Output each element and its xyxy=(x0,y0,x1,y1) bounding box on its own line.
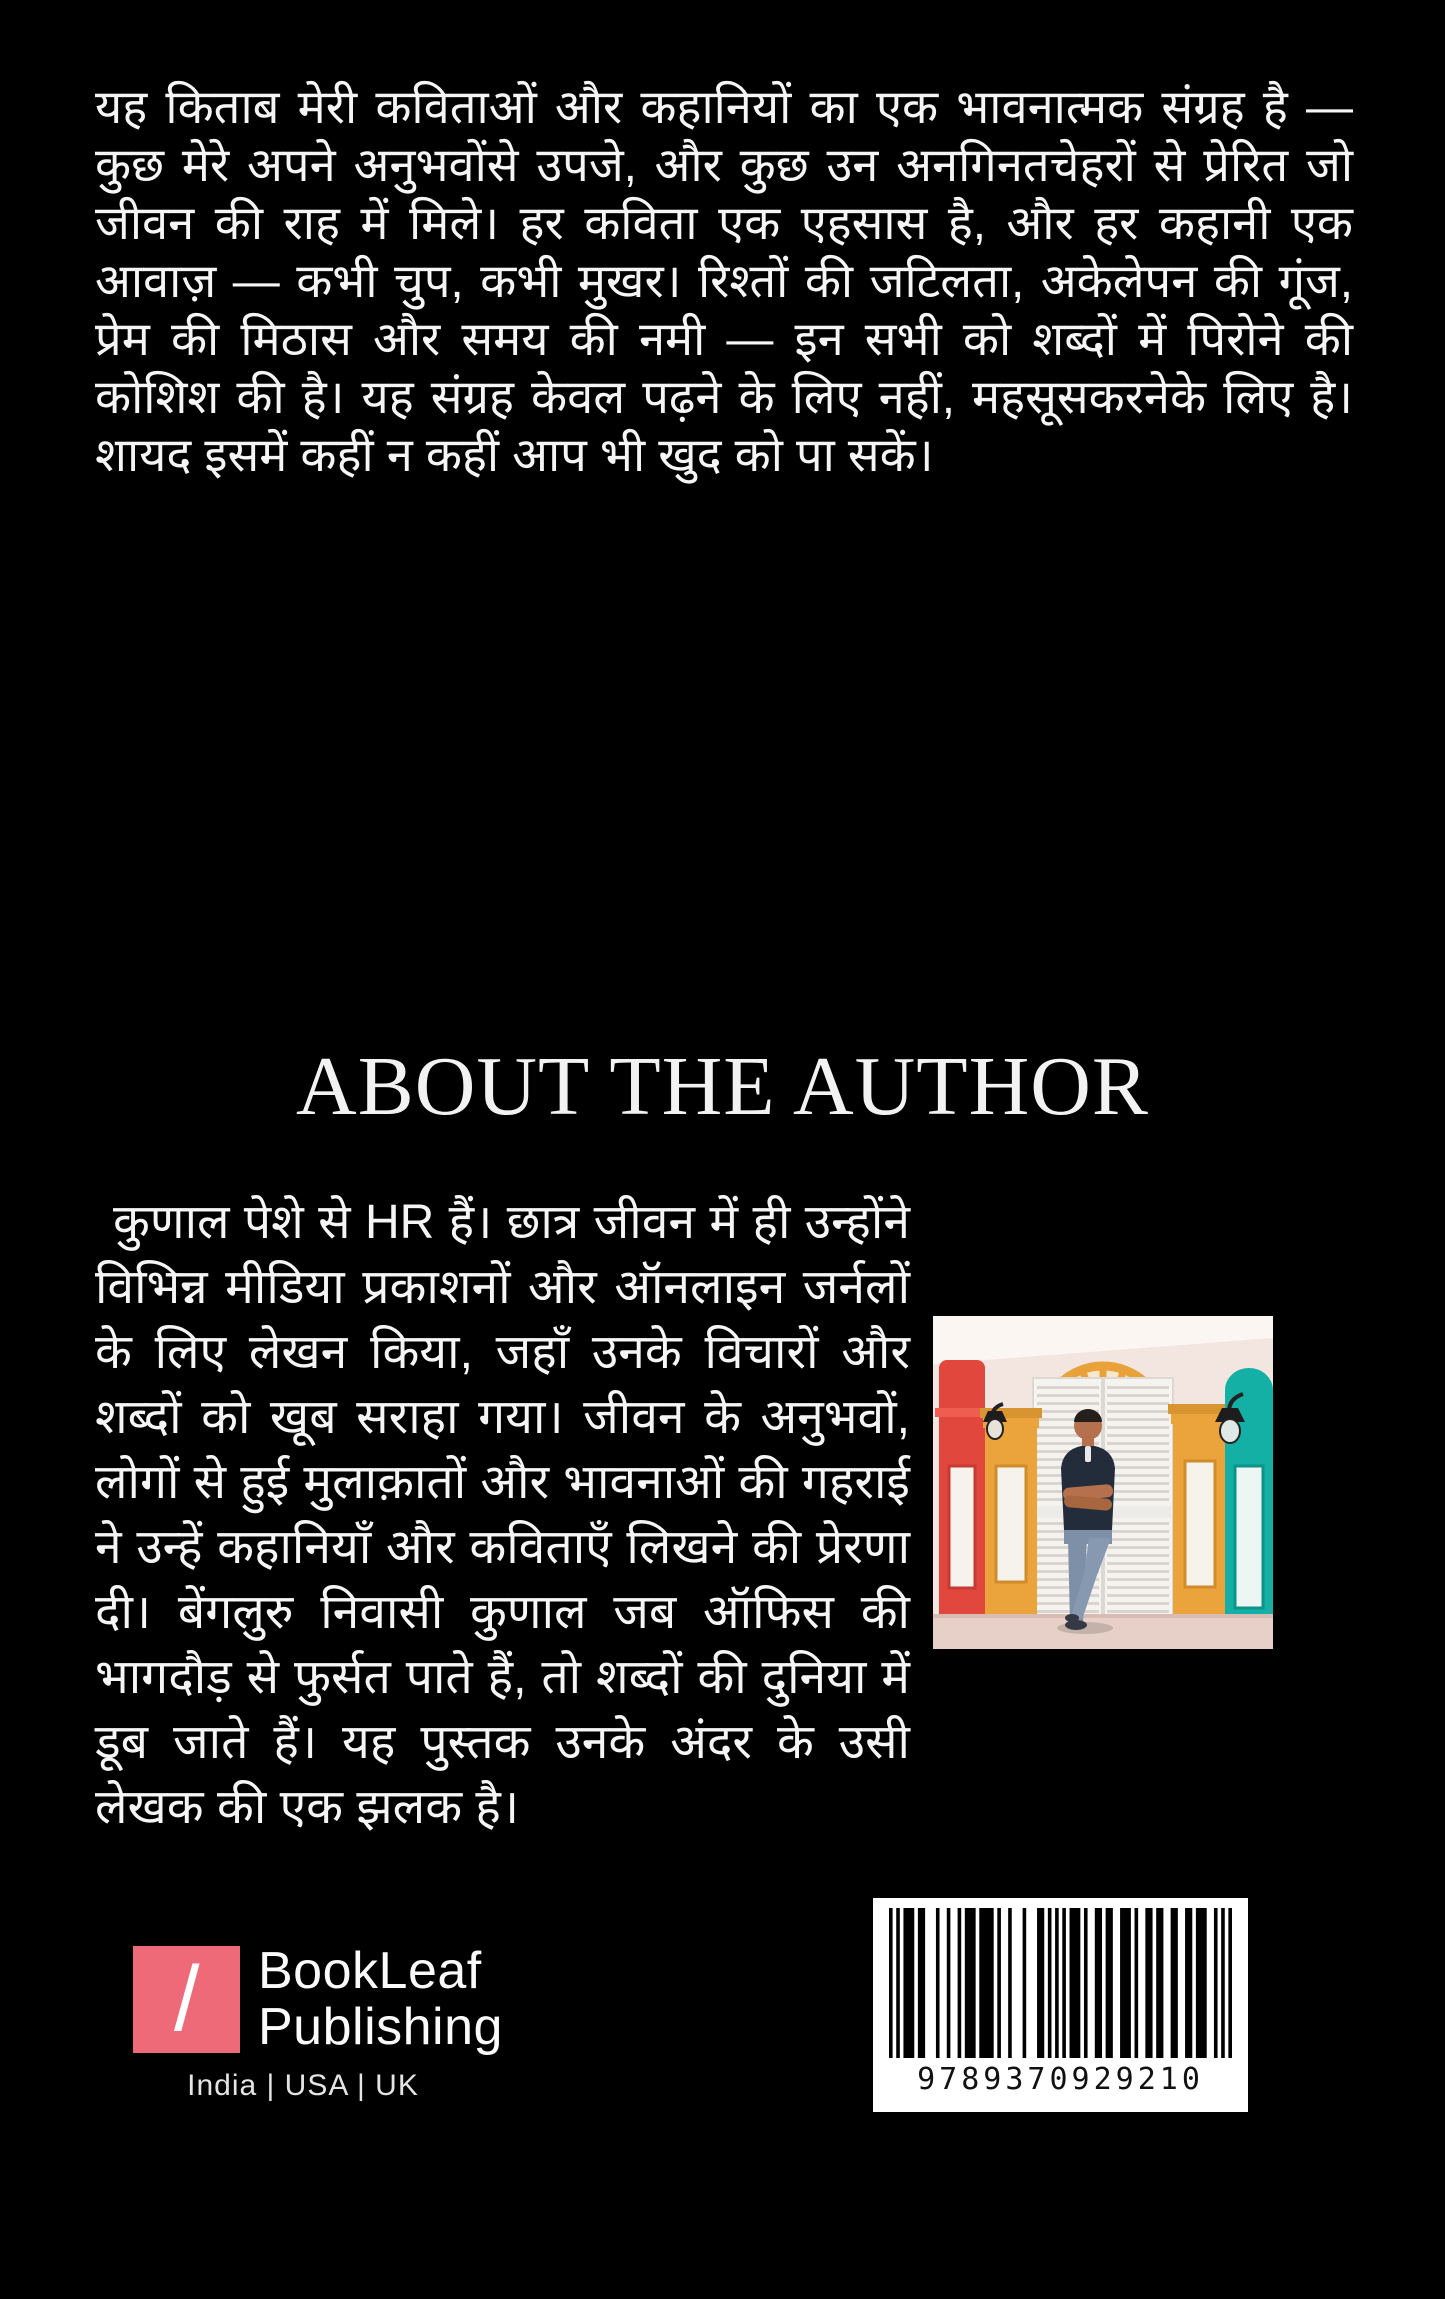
author-photo xyxy=(933,1316,1273,1649)
author-bio: कुणाल पेशे से HR हैं। छात्र जीवन में ही उन्होंने विभिन्न मीडिया प्रकाशनों और ऑनलाइन जर्नलों के लिए लेखन किया, जहाँ उनके विचारों और शब्दों को खूब सराहा गया। जीवन के अनुभवों, लोगों से हुई मुलाक़ातों और भावनाओं की गहराई ने उन्हें कहानियाँ और कविताएँ लिखने की प्रेरणा दी। बेंगलुरु निवासी कुणाल जब ऑफिस की भागदौड़ से फुर्सत पाते हैं, तो शब्दों की दुनिया में डूब जाते हैं। यह पुस्तक उनके अंदर के उसी लेखक की एक झलक है। xyxy=(95,1196,910,1834)
about-the-author-heading: ABOUT THE AUTHOR xyxy=(296,1040,1149,1133)
publisher-regions: India | USA | UK xyxy=(187,2069,419,2102)
author-section xyxy=(95,1190,1365,1840)
slash-icon: / xyxy=(173,1947,200,2051)
book-blurb: यह किताब मेरी कविताओं और कहानियों का एक भावनात्मक संग्रह है — कुछ मेरे अपने अनुभवोंसे उपजे, और कुछ उन अनगिनतचेहरों से प्रेरित जो जीवन की राह में मिले। हर कविता एक एहसास है, और हर कहानी एक आवाज़ — कभी चुप, कभी मुखर। रिश्तों की जटिलता, अकेलेपन की गूंज, प्रेम की मिठास और समय की नमी — इन सभी को शब्दों में पिरोने की कोशिश की है। यह संग्रह केवल पढ़ने के लिए नहीं, महसूसकरनेके लिए है। शायद इसमें कहीं न कहीं आप भी खुद को पा सकें। xyxy=(95,80,1353,481)
teal-pillar xyxy=(1225,1368,1273,1628)
barcode-isbn: 9789370929210 xyxy=(917,2062,1204,2097)
barcode-bars xyxy=(889,1908,1232,2058)
publisher-block xyxy=(133,1943,533,2103)
orange-pillar-left xyxy=(980,1408,1042,1624)
barcode xyxy=(873,1898,1248,2112)
publisher-logo-mark xyxy=(133,1946,240,2053)
publisher-name xyxy=(258,1943,503,2055)
red-pillar xyxy=(935,1360,989,1626)
publisher-name-line1: BookLeaf xyxy=(258,1942,482,2000)
publisher-name-line2: Publishing xyxy=(258,1998,503,2056)
publisher-logo xyxy=(133,1943,533,2055)
author-photo-illustration xyxy=(933,1316,1273,1649)
